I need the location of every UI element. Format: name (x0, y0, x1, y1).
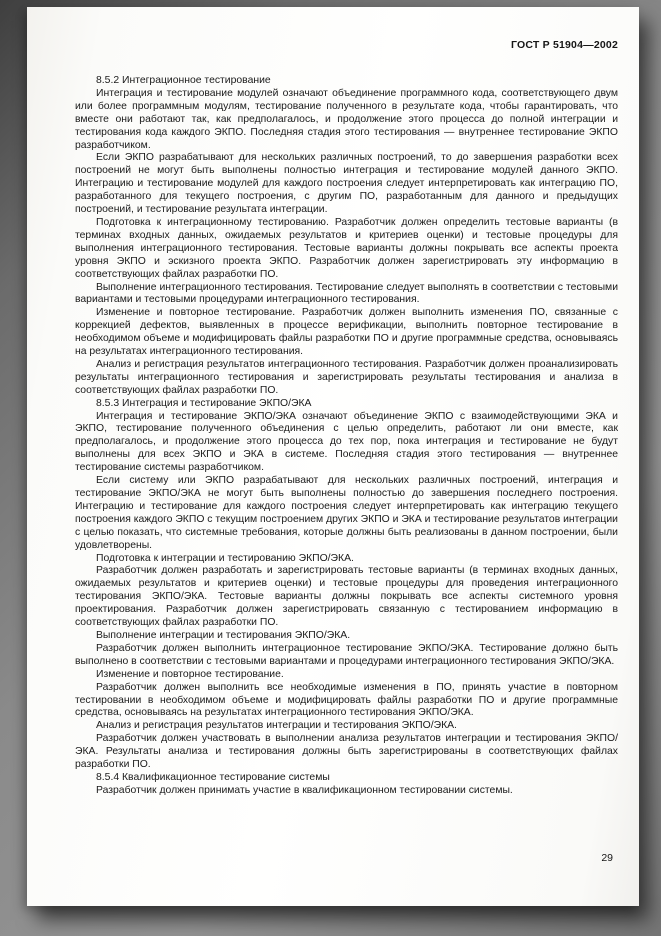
paragraph: Подготовка к интеграционному тестированию. Разработчик должен определить тестовые варианты (в терминах входных данных, ожидаемых результатов и критериев оценки) и тестовые процедуры для выполнения интеграционного тестирования. Тестовые варианты должны покрывать все аспекты проекта уровня ЭКПО и эскизного проекта ЭКПО. Разработчик должен зарегистрировать эту информацию в соответствующих файлах разработки ПО. (75, 216, 618, 280)
section-heading: 8.5.4 Квалификационное тестирование системы (96, 771, 330, 783)
paragraph: Разработчик должен принимать участие в квалификационном тестировании системы. (96, 784, 513, 796)
paragraph: Если ЭКПО разрабатывают для нескольких различных построений, то до завершения разработки всех построений не могут быть выполнены полностью интеграция и тестирование модулей данного ЭКПО. Интеграцию и тестирование модулей для каждого построения следует интерпретировать как интеграцию ПО, разработанного для текущего построения, с другим ПО, разработанным для данного и предыдущих построений, и тестирование результата интеграции. (75, 152, 618, 216)
standard-number: ГОСТ Р 51904—2002 (510, 39, 618, 51)
paragraph: Разработчик должен участвовать в выполнении анализа результатов интеграции и тестирования ЭКПО/ЭКА. Результаты анализа и тестирования должны быть зарегистрированы в соответствующих файлах разработки ПО. (75, 733, 618, 771)
paragraph: Если систему или ЭКПО разрабатывают для нескольких различных построений, интеграция и тестирование ЭКПО/ЭКА не могут быть выполнены полностью до завершения последнего построения. Интеграцию и тестирование для каждого построения следует интерпретировать как интеграцию текущего построения каждого ЭКПО с текущим построением других ЭКПО и ЭКА и тестирование результатов интеграции с целью показать, что системные требования, которые должны быть реализованы в данном построении, были удовлетворены. (75, 475, 618, 551)
paragraph: Разработчик должен выполнить интеграционное тестирование ЭКПО/ЭКА. Тестирование должно быть выполнено в соответствии с тестовыми вариантами и процедурами интеграционного тестирования ЭКПО/ЭКА. (75, 642, 618, 667)
document-body (75, 75, 618, 798)
paragraph: Интеграция и тестирование ЭКПО/ЭКА означают объединение ЭКПО с взаимодействующими ЭКА и ЭКПО, тестирование полученного объединения с целью определить, работают ли они вместе, как предполагалось, и продолжение этого процесса до тех пор, пока интеграция и тестирование не будут выполнены для всех ЭКПО и ЭКА в системе. Последняя стадия этого тестирования — внутреннее тестирование системы разработчиком. (75, 410, 618, 474)
document-page (27, 7, 639, 906)
section-heading: 8.5.2 Интеграционное тестирование (96, 75, 271, 86)
paragraph: Разработчик должен выполнить все необходимые изменения в ПО, принять участие в повторном тестировании в необходимом объеме и модифицировать файлы разработки ПО и другие программные средства, основываясь на результатах интеграционного тестирования ЭКПО/ЭКА. (75, 681, 618, 719)
paragraph: Выполнение интеграционного тестирования. Тестирование следует выполнять в соответствии с тестовыми вариантами и тестовыми процедурами интеграционного тестирования. (75, 281, 618, 306)
paragraph: Интеграция и тестирование модулей означают объединение программного кода, соответствующего двум или более программным модулям, тестирование полученного в результате кода, чтобы гарантировать, что вместе они работают так, как предполагалось, и продолжение этого процесса до полной интеграции и тестирования кода каждого ЭКПО. Последняя стадия этого тестирования — внутреннее тестирование ЭКПО разработчиком. (75, 87, 618, 151)
document-header (27, 7, 639, 51)
paragraph: Анализ и регистрация результатов интеграционного тестирования. Разработчик должен проанализировать результаты интеграционного тестирования и зарегистрировать результаты тестирования и анализа в соответствующих файлах разработки ПО. (75, 358, 618, 396)
paragraph: Выполнение интеграции и тестирования ЭКПО/ЭКА. (96, 629, 351, 641)
paragraph: Изменение и повторное тестирование. Разработчик должен выполнить изменения ПО, связанные с коррекцией дефектов, выявленных в процессе верификации, выполнить повторное тестирование в необходимом объеме и модифицировать файлы разработки ПО и другие программные средства, основываясь на результатах интеграционного тестирования. (75, 307, 618, 358)
page-number: 29 (601, 852, 613, 864)
paragraph: Анализ и регистрация результатов интеграции и тестирования ЭКПО/ЭКА. (96, 720, 457, 732)
page-footer (601, 852, 613, 864)
section-heading: 8.5.3 Интеграция и тестирование ЭКПО/ЭКА (96, 397, 312, 409)
paragraph: Изменение и повторное тестирование. (96, 668, 284, 680)
paragraph: Подготовка к интеграции и тестированию ЭКПО/ЭКА. (96, 552, 354, 564)
paragraph: Разработчик должен разработать и зарегистрировать тестовые варианты (в терминах входных данных, ожидаемых результатов и критериев оценки) и тестовые процедуры для проведения интеграционного тестирования ЭКПО/ЭКА. Тестовые варианты должны покрывать все аспекты системного уровня проектирования. Разработчик должен зарегистрировать связанную с тестированием информацию в соответствующих файлах разработки ПО. (75, 565, 618, 629)
